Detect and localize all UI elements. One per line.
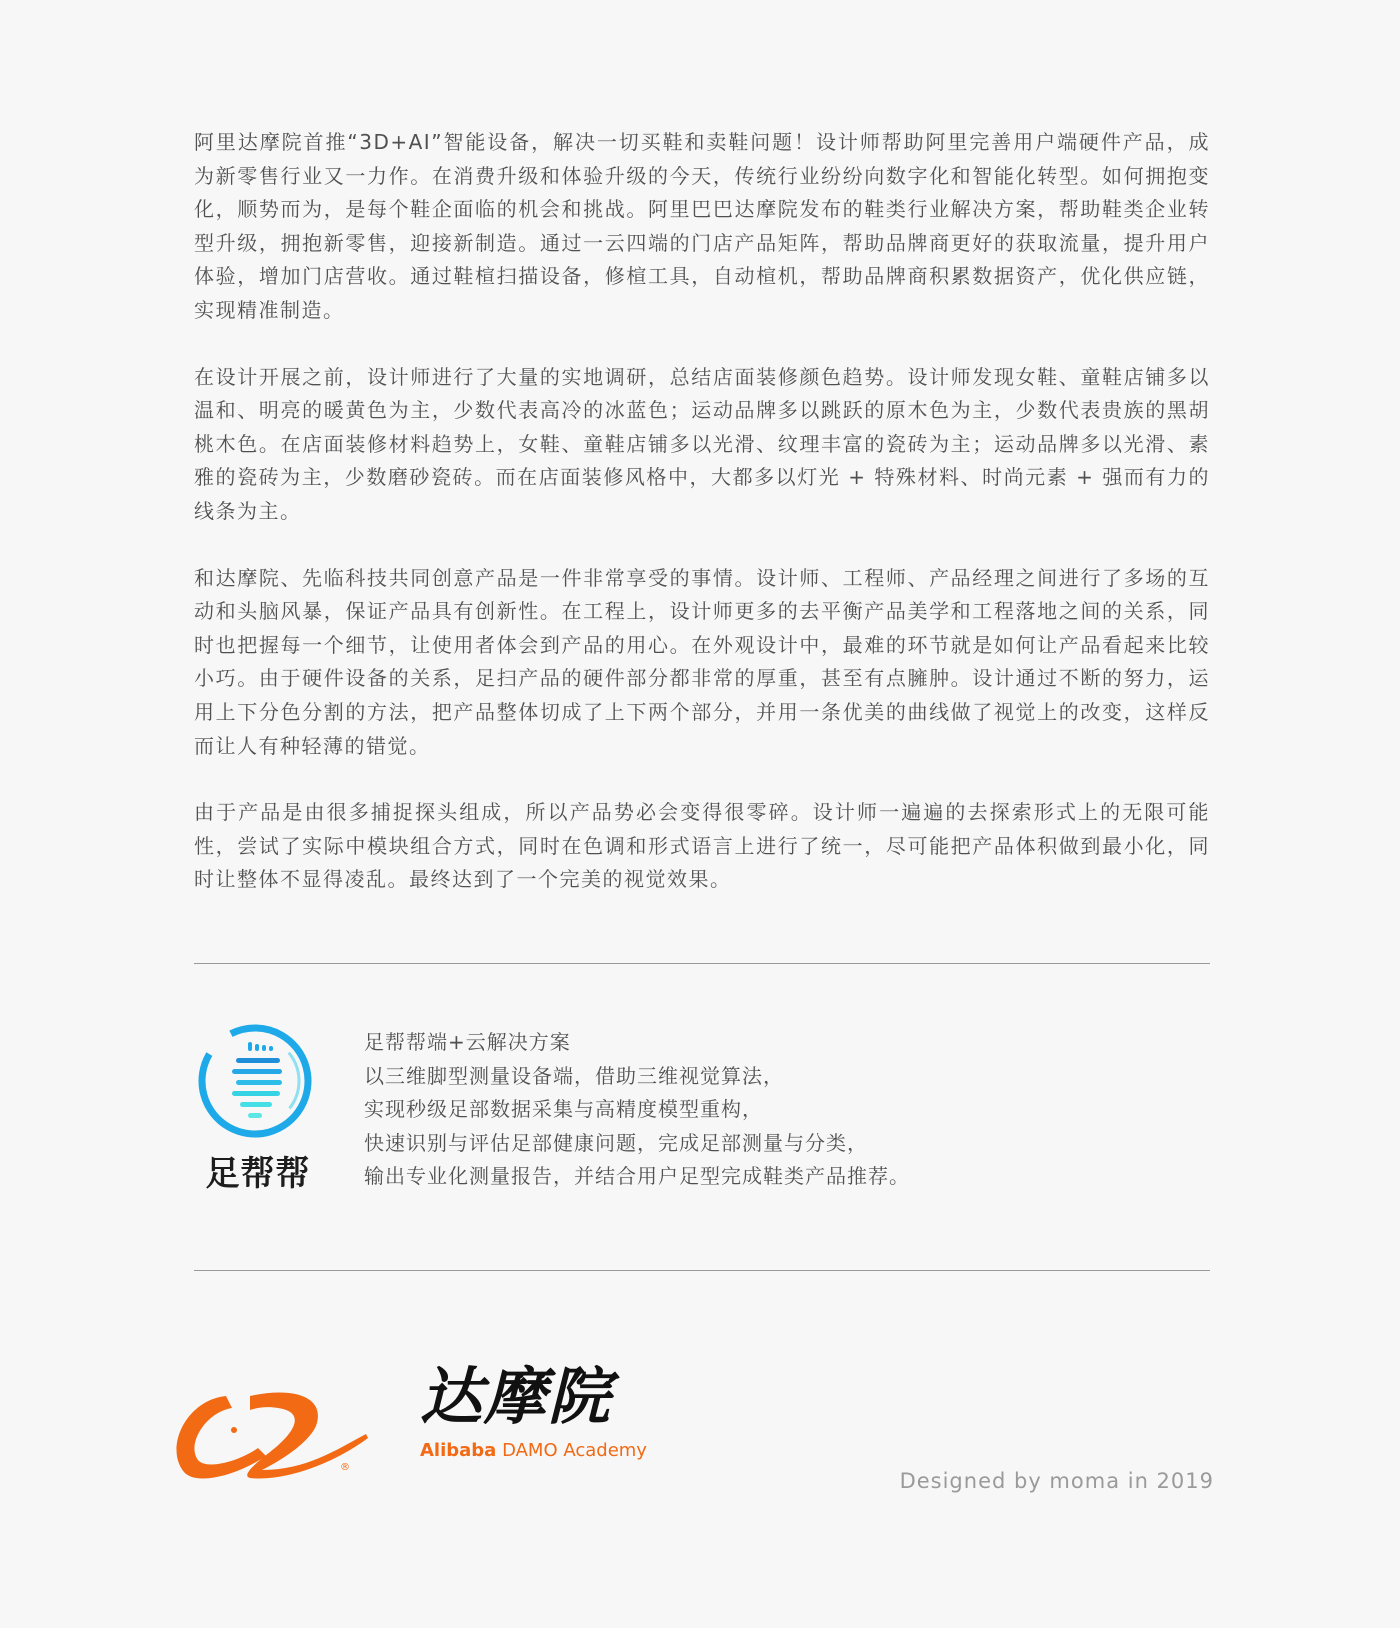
designer-credit: Designed by moma in 2019: [899, 1469, 1214, 1493]
divider-top: [194, 963, 1210, 964]
svg-text:®: ®: [340, 1462, 350, 1473]
damo-en-academy: DAMO Academy: [496, 1440, 647, 1461]
desc-line: 输出专业化测量报告，并结合用户足型完成鞋类产品推荐。: [364, 1164, 910, 1188]
damo-en-wordmark: [420, 1440, 670, 1461]
damo-academy-logo: [420, 1362, 670, 1461]
paragraph-intro: 阿里达摩院首推“3D+AI”智能设备，解决一切买鞋和卖鞋问题！设计师帮助阿里完善用户端硬件产品，成为新零售行业又一力作。在消费升级和体验升级的今天，传统行业纷纷向数字化和智能化转型。如何拥抱变化，顺势而为，是每个鞋企面临的机会和挑战。阿里巴巴达摩院发布的鞋类行业解决方案，帮助鞋类企业转型升级，拥抱新零售，迎接新制造。通过一云四端的门店产品矩阵，帮助品牌商更好的获取流量，提升用户体验，增加门店营收。通过鞋楦扫描设备，修楦工具，自动楦机，帮助品牌商积累数据资产，优化供应链，实现精准制造。: [194, 130, 1210, 322]
desc-line: 实现秒级足部数据采集与高精度模型重构，: [364, 1097, 763, 1121]
damo-en-alibaba: Alibaba: [420, 1440, 497, 1461]
paragraph-result: 由于产品是由很多捕捉探头组成，所以产品势必会变得很零碎。设计师一遍遍的去探索形式上的无限可能性，尝试了实际中模块组合方式，同时在色调和形式语言上进行了统一，尽可能把产品体积做到最小化，同时让整体不显得凌乱。最终达到了一个完美的视觉效果。: [194, 800, 1210, 892]
paragraph-research: 在设计开展之前，设计师进行了大量的实地调研，总结店面装修颜色趋势。设计师发现女鞋、童鞋店铺多以温和、明亮的暖黄色为主，少数代表高冷的冰蓝色；运动品牌多以跳跃的原木色为主，少数代表贵族的黑胡桃木色。在店面装修材料趋势上，女鞋、童鞋店铺多以光滑、纹理丰富的瓷砖为主；运动品牌多以光滑、素雅的瓷砖为主，少数磨砂瓷砖。而在店面装修风格中，大都多以灯光 + 特殊材料、时尚元素 + 强而有力的线条为主。: [194, 364, 1210, 523]
desc-line-title: 足帮帮端+云解决方案: [364, 1030, 571, 1054]
zubangbang-mark-icon: [196, 1022, 314, 1140]
paragraph-collaboration: 和达摩院、先临科技共同创意产品是一件非常享受的事情。设计师、工程师、产品经理之间进行了多场的互动和头脑风暴，保证产品具有创新性。在工程上，设计师更多的去平衡产品美学和工程落地之间的关系，同时也把握每一个细节，让使用者体会到产品的用心。在外观设计中，最难的环节就是如何让产品看起来比较小巧。由于硬件设备的关系，足扫产品的硬件部分都非常的厚重，甚至有点臃肿。设计通过不断的努力，运用上下分色分割的方法，把产品整体切成了上下两个部分，并用一条优美的曲线做了视觉上的改变，这样反而让人有种轻薄的错觉。: [194, 565, 1210, 758]
article: [194, 126, 1210, 930]
desc-line: 快速识别与评估足部健康问题，完成足部测量与分类，: [364, 1130, 868, 1155]
zubangbang-wordmark: 足帮帮: [205, 1154, 311, 1194]
alibaba-logo: [166, 1378, 376, 1492]
desc-line: 以三维脚型测量设备端，借助三维视觉算法，: [364, 1063, 784, 1088]
zubangbang-logo: [196, 1022, 320, 1195]
zubangbang-description: [364, 1026, 1084, 1194]
alibaba-mark-icon: [166, 1378, 376, 1488]
divider-bottom: [194, 1270, 1210, 1271]
damo-cn-wordmark: 达摩院: [420, 1360, 613, 1433]
